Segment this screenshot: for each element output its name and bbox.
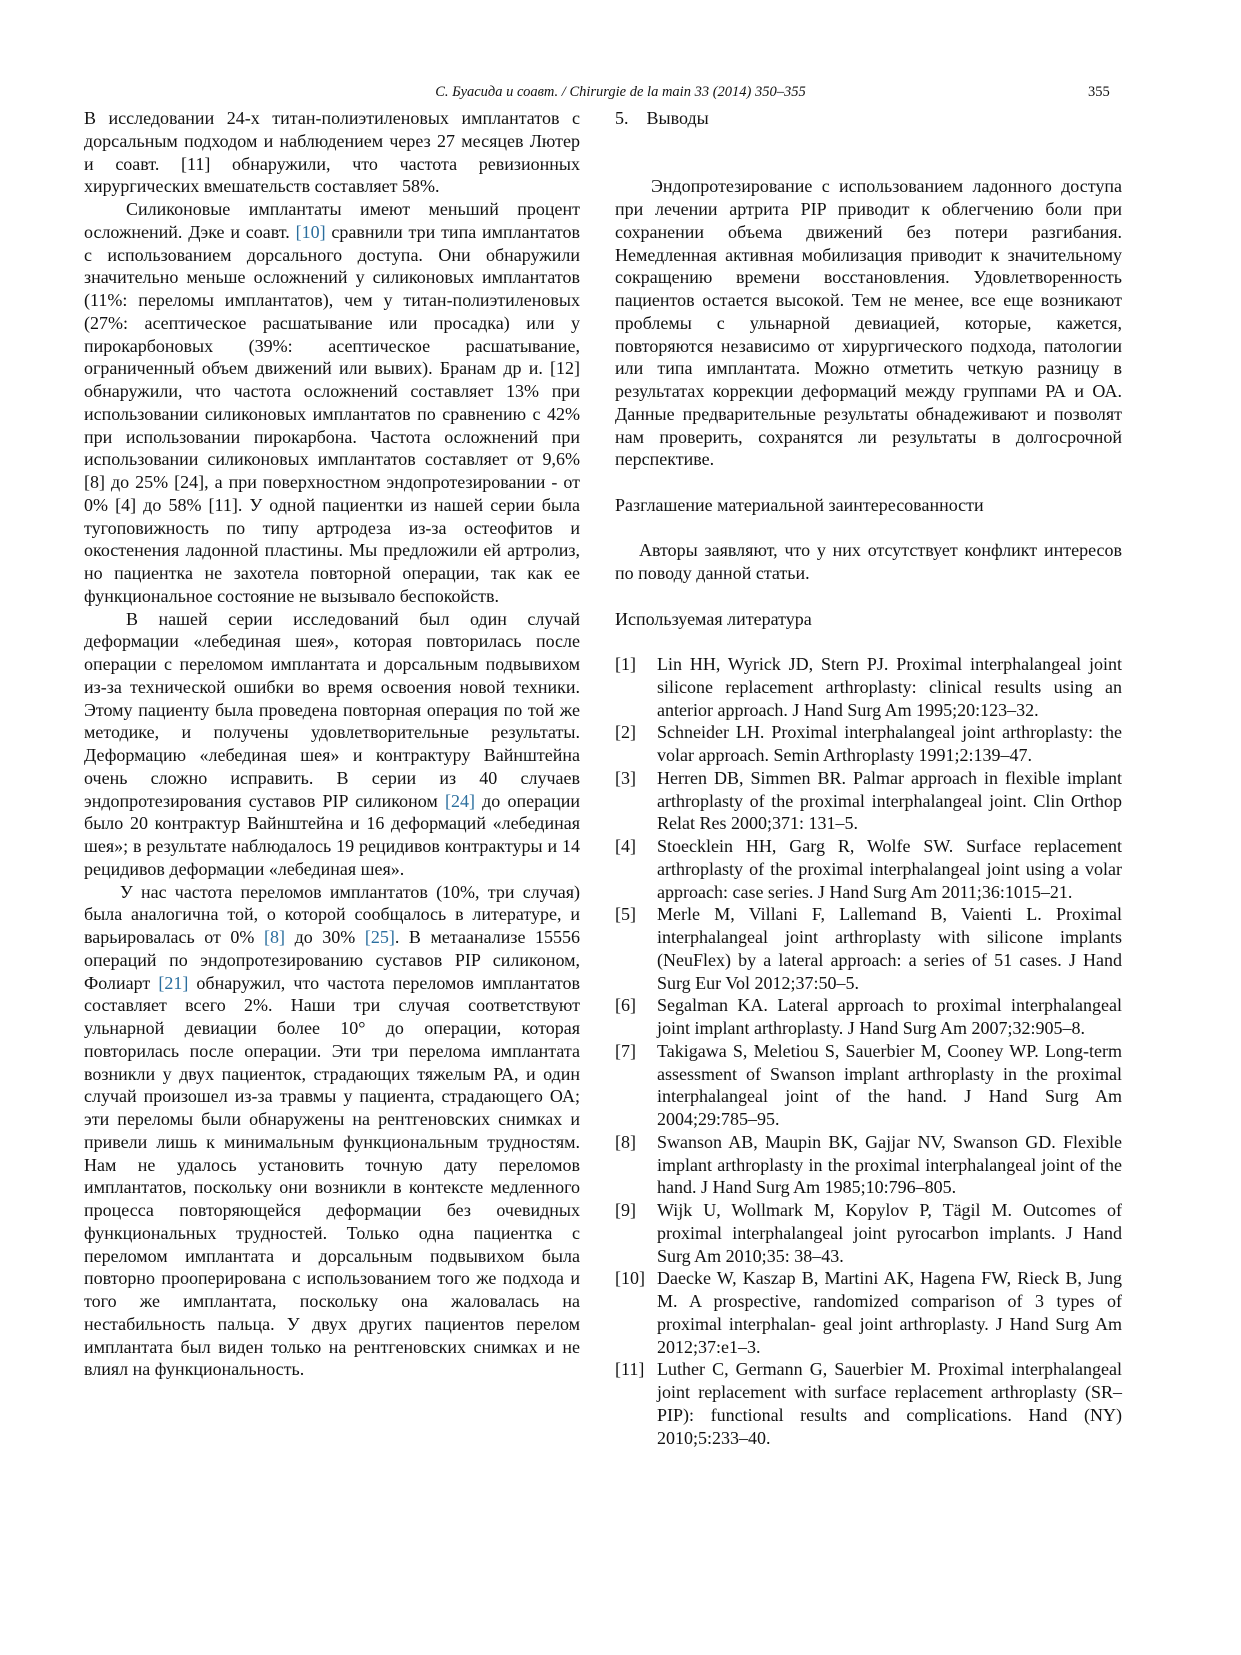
reference-number: [1] [615,654,636,674]
reference-item [615,835,1122,903]
reference-item [615,994,1122,1040]
reference-item [615,767,1122,835]
citation-link[interactable]: [24] [444,790,475,811]
reference-item [615,1040,1122,1131]
reference-text: Takigawa S, Meletiou S, Sauerbier M, Cooney WP. Long-term assessment of Swanson implant arthroplasty in the proximal interphalangeal joint of the hand. J Hand Surg Am 2004;29:785–95. [657,1040,1122,1129]
reference-number: [3] [615,767,636,788]
paragraph-text: сравнили три типа имплантатов с использованием дорсального доступа. Они обнаружили значительно меньше осложнений у силиконовых имплантатов (11%: переломы имплантатов), чем у титан-полиэтиленовых (27%: асептическое расшатывание или просадка) или у пирокарбоновых (39%: асептическое расшатывание, ограниченный объем движений или вывих). Бранам др и. [12] обнаружили, что частота осложнений составляет 13% при использовании силиконовых имплантатов по сравнению с 42% при использовании пирокарбона. Частота осложнений при использовании силиконовых имплантатов составляет от 9,6% [8] до 25% [24], а при поверхностном эндопротезировании - от 0% [4] до 58% [11]. У одной пациентки из нашей серии была тугоповижность по типу артродеза из-за остеофитов и окостенения ладонной пластины. Мы предложили ей артролиз, но пациентка не захотела повторной операции, так как ее функциональное состояние не вызывало беспокойств. [84,221,580,606]
references-heading: Используемая литература [615,608,812,629]
reference-number: [6] [615,995,636,1016]
right-column [615,107,1122,1449]
conclusions-text: Эндопротезирование с использованием ладонного доступа при лечении артрита PIP приводит к облегчению боли при сохранении объема движений без потери разгибания. Немедленная активная мобилизация приводит к значительному сокращению времени восстановления. Удовлетворенность пациентов остается высокой. Тем не менее, все еще возникают проблемы с ульнарной девиацией, которые, кажется, повторяются независимо от хирургического подхода, патологии или типа имплантата. Можно отметить четкую разницу в результатах коррекции деформаций между группами РА и ОА. Данные предварительные результаты обнадеживают и позволят нам проверить, сохранятся ли результаты в долгосрочной перспективе. [615,176,1122,470]
reference-text: Schneider LH. Proximal interphalangeal joint arthroplasty: the volar approach. Semin Arthroplasty 1991;2:139–47. [657,722,1122,765]
reference-number: [8] [615,1131,636,1152]
citation-link[interactable]: [21] [158,972,189,993]
citation-link[interactable]: [10] [295,221,326,242]
reference-number: [2] [615,722,636,743]
disclosure-heading: Разглашение материальной заинтересованности [615,494,984,515]
paragraph-text: У нас частота переломов имплантатов (10%, три случая) была аналогична той, о которой сообщалось в литературе, и варьировалась от 0% [84,881,580,947]
body-paragraph [84,881,580,1382]
reference-text: Merle M, Villani F, Lallemand B, Vaienti L. Proximal interphalangeal joint arthroplasty with silicone implants (NeuFlex) by a lateral approach: a series of 51 cases. J Hand Surg Eur Vol 2012;37:50–5. [657,904,1122,993]
reference-number: [9] [615,1200,636,1220]
body-paragraph [84,198,580,608]
reference-text: Segalman KA. Lateral approach to proximal interphalangeal joint implant arthroplasty. J Hand Surg Am 2007;32:905–8. [657,995,1122,1038]
reference-number: [11] [615,1359,645,1380]
paragraph-text: В нашей серии исследований был один случай деформации «лебединая шея», которая повторилась после операции с переломом имплантата и дорсальным подвывихом из-за технической ошибки во время освоения новой техники. Этому пациенту была проведена повторная операция по той же методике, и получены удовлетворительные результаты. Деформацию «лебединая шея» и контрактуру Вайнштейна очень сложно исправить. В серии из 40 случаев эндопротезирования суставов PIP силиконом [84,608,580,811]
page-number: 355 [1088,84,1110,100]
paragraph-text: до 30% [285,927,365,947]
conclusions-heading: 5. Выводы [615,108,709,128]
citation-link[interactable]: [25] [364,927,395,947]
reference-text: Herren DB, Simmen BR. Palmar approach in flexible implant arthroplasty of the proximal interphalangeal joint. Clin Orthop Relat Res 2000;371: 131–5. [657,767,1122,834]
paragraph-text: . В метаанализе 15556 операций по эндопротезированию суставов PIP силиконом, Фолиарт [84,927,581,993]
reference-item [615,1199,1122,1267]
reference-text: Stoecklein HH, Garg R, Wolfe SW. Surface replacement arthroplasty of the proximal interphalangeal joint using a volar approach: case series. J Hand Surg Am 2011;36:1015–21. [657,836,1122,902]
paragraph-text: Силиконовые имплантаты имеют меньший процент осложнений. Дэке и соавт. [84,199,580,242]
left-column [84,107,580,1381]
reference-number: [5] [615,904,636,925]
disclosure-text: Авторы заявляют, что у них отсутствует конфликт интересов по поводу данной статьи. [615,540,1122,583]
reference-item [615,1131,1122,1199]
reference-item [615,721,1122,767]
reference-number: [10] [615,1268,645,1289]
body-paragraph [84,107,580,198]
reference-text: Luther C, Germann G, Sauerbier M. Proximal interphalangeal joint replacement with surface replacement arthroplasty (SR–PIP): functional results and complications. Hand (NY) 2010;5:233–40. [657,1359,1122,1448]
reference-list [615,653,1122,1449]
paragraph-text: до операции было 20 контрактур Вайнштейна и 16 деформаций «лебединая шея»; в результате наблюдалось 19 рецидивов контрактуры и 14 рецидивов деформации «лебединая шея». [84,790,580,879]
reference-text: Daecke W, Kaszap B, Martini AK, Hagena FW, Rieck B, Jung M. A prospective, randomized comparison of 3 types of proximal interphalan- geal joint arthroplasty. J Hand Surg Am 2012;37:e1–3. [657,1268,1122,1357]
paragraph-text: В исследовании 24-х титан-полиэтиленовых имплантатов с дорсальным подходом и наблюдением через 27 месяцев Лютер и соавт. [11] обнаружили, что частота ревизионных хирургических вмешательств составляет 58%. [84,108,580,197]
reference-text: Wijk U, Wollmark M, Kopylov P, Tägil M. Outcomes of proximal interphalangeal joint pyrocarbon implants. J Hand Surg Am 2010;35: 38–43. [657,1200,1122,1266]
reference-item [615,903,1122,994]
reference-item [615,653,1122,721]
reference-text: Swanson AB, Maupin BK, Gajjar NV, Swanson GD. Flexible implant arthroplasty in the proximal interphalangeal joint of the hand. J Hand Surg Am 1985;10:796–805. [657,1131,1122,1198]
reference-text: Lin HH, Wyrick JD, Stern PJ. Proximal interphalangeal joint silicone replacement arthroplasty: clinical results using an anterior approach. J Hand Surg Am 1995;20:123–32. [657,654,1122,720]
reference-item [615,1267,1122,1358]
reference-number: [4] [615,836,636,856]
reference-item [615,1358,1122,1449]
body-paragraph [84,608,580,881]
running-head: С. Буасида и соавт. / Chirurgie de la main 33 (2014) 350–355 [435,84,806,100]
citation-link[interactable]: [8] [264,927,285,947]
paragraph-text: обнаружил, что частота переломов имплантатов составляет всего 2%. Наши три случая соответствуют ульнарной девиации более 10° до операции, которая повторилась после операции. Эти три перелома имплантата возникли у двух пациенток, страдающих тяжелым РА, и один случай произошел из-за травмы у пациента, страдающего ОА; эти переломы были обнаружены на рентгеновских снимках и привели лишь к минимальным функциональным трудностям. Нам не удалось установить точную дату переломов имплантатов, поскольку они возникли в контексте медленного процесса повторяющейся деформации без очевидных функциональных трудностей. Только одна пациентка с переломом имплантата и дорсальным подвывихом была повторно прооперирована с использованием того же подхода и того же имплантата, поскольку она жаловалась на нестабильность пальца. У двух других пациентов перелом имплантата был виден только на рентгеновских снимках и не влиял на функциональность. [84,972,580,1380]
reference-number: [7] [615,1040,636,1061]
